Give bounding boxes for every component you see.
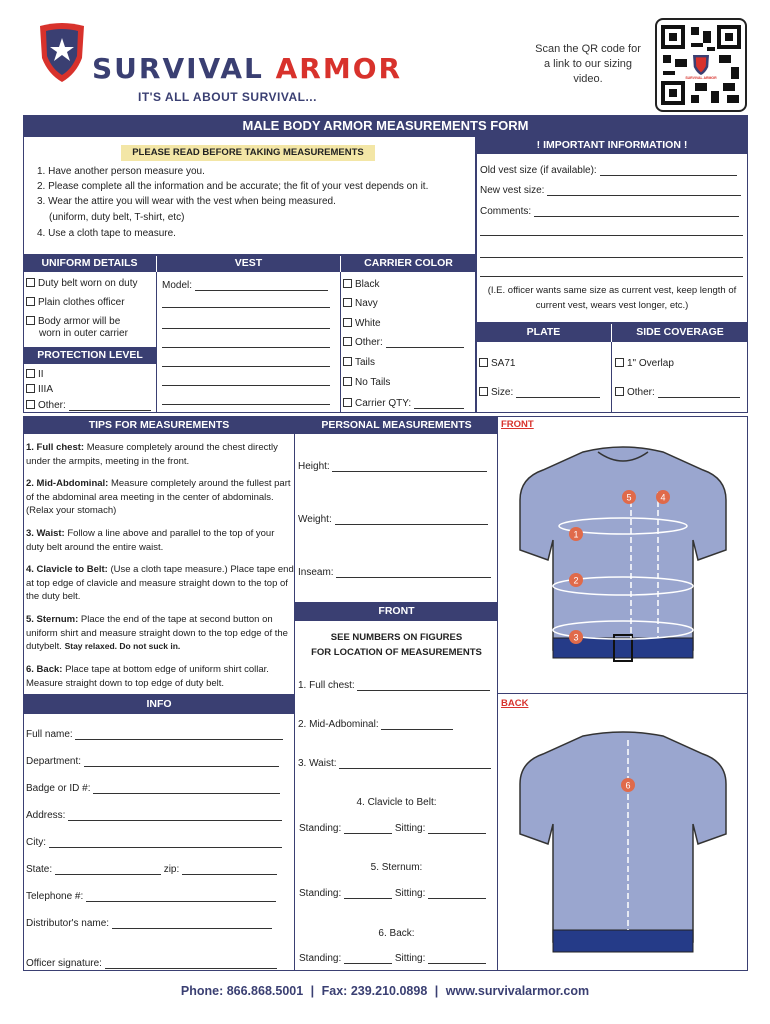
tip-waist: 3. Waist: Follow a line above and parallel to the top of your duty belt around the entire waist. — [26, 528, 275, 553]
marker-2-label: 2 — [573, 575, 579, 586]
instructions-item-3: 3. Wear the attire you will wear with the vest when being measured. — [37, 196, 336, 207]
footer-separator: | — [434, 984, 439, 998]
footer-fax: Fax: 239.210.0898 — [321, 984, 428, 998]
black-checkbox[interactable]: Black — [343, 279, 379, 290]
outer-carrier-checkbox[interactable]: Body armor will be — [26, 316, 120, 327]
important-header: ! IMPORTANT INFORMATION ! — [476, 137, 748, 154]
qr-caption: Scan the QR code for a link to our sizing video. — [535, 43, 641, 85]
model-line[interactable] — [162, 366, 330, 367]
sternum-standing-field[interactable]: Standing: Sitting: — [299, 888, 486, 899]
tip-clavicle: 4. Clavicle to Belt: (Use a cloth tape measure.) Place tape end at top edge of clavicle and measure straight down to the top of the duty belt. — [26, 564, 294, 602]
qr-icon — [659, 23, 743, 107]
marker-2 — [569, 573, 583, 587]
marker-1-label: 1 — [573, 529, 579, 540]
comments-line[interactable] — [480, 276, 743, 277]
inseam-field[interactable]: Inseam: — [298, 567, 491, 578]
tips-header: TIPS FOR MEASUREMENTS — [23, 416, 295, 434]
front-shirt-figure — [498, 440, 748, 680]
model-field[interactable]: Model: — [162, 280, 328, 291]
full-chest-field[interactable]: 1. Full chest: — [298, 680, 490, 691]
footer-phone: Phone: 866.868.5001 — [180, 984, 304, 998]
badge-field[interactable]: Badge or ID #: — [26, 783, 280, 794]
back-figure-label: BACK — [501, 698, 529, 709]
carrier-other-checkbox[interactable]: Other: — [343, 337, 464, 348]
instructions-item-3b: (uniform, duty belt, T-shirt, etc) — [49, 212, 185, 223]
model-line[interactable] — [162, 328, 330, 329]
tip-full-chest: 1. Full chest: Measure completely around the chest directly under the armpits, meeting in the front. — [26, 442, 278, 467]
qr-logo-caption: SURVIVAL ARMOR — [675, 76, 727, 81]
plate-size-field[interactable]: Size: — [479, 387, 600, 398]
duty-belt-checkbox[interactable]: Duty belt worn on duty — [26, 278, 138, 289]
model-line[interactable] — [162, 307, 330, 308]
side-coverage-header: SIDE COVERAGE — [612, 323, 748, 342]
full-name-field[interactable]: Full name: — [26, 729, 283, 740]
level-other-checkbox[interactable]: Other: — [26, 400, 151, 411]
info-header: INFO — [23, 695, 295, 714]
back-label: 6. Back: — [378, 928, 415, 939]
tip-sternum: 5. Sternum: Place the end of the tape at second button on uniform shirt and measure straight down to the top edge of the dutybelt. Stay relaxed. Do not suck in. — [26, 614, 288, 652]
instructions-item-2: 2. Please complete all the information and be accurate; the fit of your vest depends on it. — [37, 181, 429, 192]
instructions-item-4: 4. Use a cloth tape to measure. — [37, 228, 176, 239]
marker-5 — [622, 490, 636, 504]
marker-1 — [569, 527, 583, 541]
signature-field[interactable]: Officer signature: — [26, 958, 277, 969]
city-field[interactable]: City: — [26, 837, 282, 848]
overlap-checkbox[interactable]: 1" Overlap — [615, 358, 674, 369]
state-field[interactable]: State: zip: — [26, 864, 277, 875]
qr-code — [655, 18, 747, 112]
old-vest-field[interactable]: Old vest size (if available): — [480, 165, 737, 176]
carrier-header: CARRIER COLOR — [341, 255, 476, 272]
comments-line[interactable] — [480, 235, 743, 236]
no-tails-checkbox[interactable]: No Tails — [343, 377, 390, 388]
form-title: MALE BODY ARMOR MEASUREMENTS FORM — [23, 115, 748, 137]
footer-website[interactable]: www.survivalarmor.com — [445, 984, 590, 998]
mid-abdominal-field[interactable]: 2. Mid-Adbominal: — [298, 719, 453, 730]
marker-3-label: 3 — [573, 632, 579, 643]
logo — [36, 22, 403, 104]
vest-header: VEST — [157, 255, 340, 272]
tip-mid-abdominal: 2. Mid-Abdominal: Measure completely around the fullest part of the abdominal area meeting in the center of abdominals. (Relax your stomach) — [26, 478, 291, 516]
important-note: (I.E. officer wants same size as current vest, keep length of current vest, wears vest longer, etc.) — [487, 285, 737, 311]
sa71-checkbox[interactable]: SA71 — [479, 358, 515, 369]
marker-4-label: 4 — [660, 492, 666, 503]
side-other-field[interactable]: Other: — [615, 387, 740, 398]
model-line[interactable] — [162, 347, 330, 348]
address-field[interactable]: Address: — [26, 810, 282, 821]
clavicle-label: 4. Clavicle to Belt: — [356, 797, 437, 808]
footer — [0, 984, 770, 998]
plain-clothes-checkbox[interactable]: Plain clothes officer — [26, 297, 125, 308]
brand-word-armor: ARMOR — [275, 52, 403, 85]
telephone-field[interactable]: Telephone #: — [26, 891, 276, 902]
plate-header: PLATE — [476, 323, 611, 342]
marker-5-label: 5 — [626, 492, 632, 503]
carrier-qty-field[interactable]: Carrier QTY: — [343, 398, 464, 409]
comments-line[interactable] — [480, 257, 743, 258]
uniform-header: UNIFORM DETAILS — [23, 255, 156, 272]
department-field[interactable]: Department: — [26, 756, 279, 767]
marker-3 — [569, 630, 583, 644]
marker-6 — [621, 778, 635, 792]
personal-header: PERSONAL MEASUREMENTS — [295, 416, 498, 434]
back-shirt-body — [520, 732, 726, 942]
footer-separator: | — [310, 984, 315, 998]
sternum-label: 5. Sternum: — [370, 862, 423, 873]
comments-field[interactable]: Comments: — [480, 206, 739, 217]
navy-checkbox[interactable]: Navy — [343, 298, 378, 309]
outer-carrier-label: worn in outer carrier — [39, 328, 128, 339]
front-shirt-body — [520, 447, 726, 650]
protection-header: PROTECTION LEVEL — [23, 347, 157, 364]
white-checkbox[interactable]: White — [343, 318, 381, 329]
front-note-2: FOR LOCATION OF MEASUREMENTS — [311, 647, 482, 658]
height-field[interactable]: Height: — [298, 461, 487, 472]
back-standing-field[interactable]: Standing: Sitting: — [299, 953, 486, 964]
tip-back: 6. Back: Place tape at bottom edge of uniform shirt collar. Measure straight down to top edge of duty belt. — [26, 664, 269, 689]
instructions-item-1: 1. Have another person measure you. — [37, 166, 205, 177]
model-line[interactable] — [162, 385, 330, 386]
back-duty-belt — [553, 930, 693, 952]
model-line[interactable] — [162, 404, 330, 405]
waist-field[interactable]: 3. Waist: — [298, 758, 491, 769]
front-note-1: SEE NUMBERS ON FIGURES — [330, 632, 463, 643]
clavicle-standing-field[interactable]: Standing: Sitting: — [299, 823, 486, 834]
instructions-banner: PLEASE READ BEFORE TAKING MEASUREMENTS — [121, 145, 375, 161]
shield-icon — [36, 22, 88, 84]
marker-6-label: 6 — [625, 780, 631, 791]
front-header: FRONT — [295, 602, 498, 621]
brand-word-survival: SURVIVAL — [92, 52, 264, 85]
new-vest-field[interactable]: New vest size: — [480, 185, 741, 196]
marker-4 — [656, 490, 670, 504]
tagline: IT'S ALL ABOUT SURVIVAL... — [138, 90, 317, 104]
tails-checkbox[interactable]: Tails — [343, 357, 375, 368]
back-shirt-figure — [498, 730, 748, 960]
level-iiia-checkbox[interactable]: IIIA — [26, 384, 53, 395]
level-ii-checkbox[interactable]: II — [26, 369, 44, 380]
weight-field[interactable]: Weight: — [298, 514, 488, 525]
front-figure-label: FRONT — [501, 419, 534, 430]
distributor-field[interactable]: Distributor's name: — [26, 918, 272, 929]
